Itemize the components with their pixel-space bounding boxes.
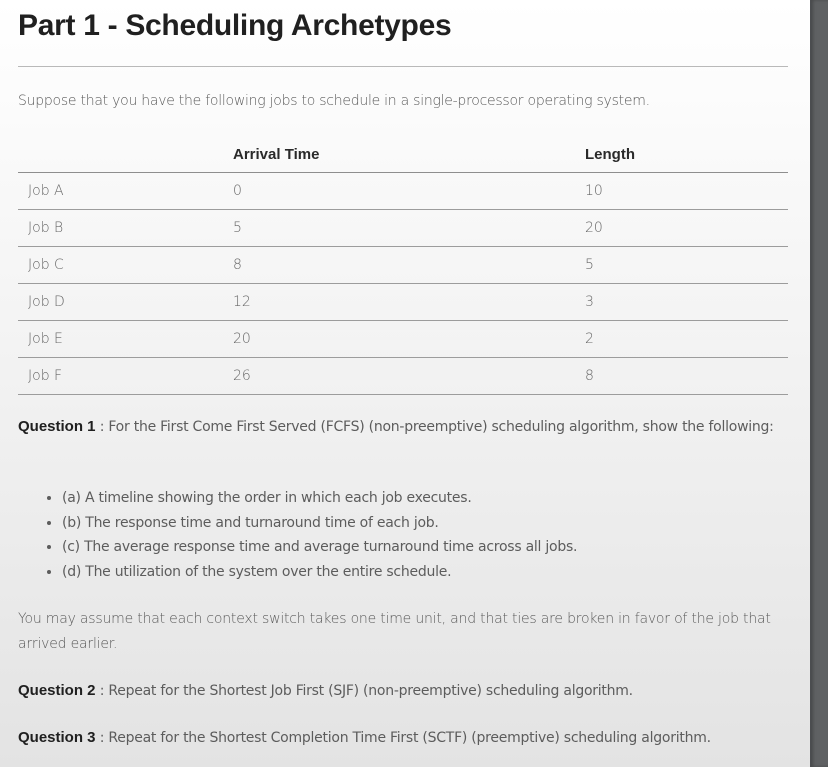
question-3-text: : Repeat for the Shortest Completion Time First (SCTF) (preemptive) scheduling algorithm. <box>95 730 711 746</box>
right-side-panel <box>810 0 828 767</box>
table-row <box>18 321 788 358</box>
assumption-paragraph: You may assume that each context switch takes one time unit, and that ties are broken in favor of the job that arrived earlier. <box>18 611 771 652</box>
job-name: Job B <box>18 210 233 247</box>
question-1-text: : For the First Come First Served (FCFS) (non-preemptive) scheduling algorithm, show the following: <box>95 419 774 435</box>
arrival-time: 12 <box>233 284 585 321</box>
job-name: Job C <box>18 247 233 284</box>
jobs-table <box>18 136 788 395</box>
job-name: Job F <box>18 358 233 395</box>
table-row <box>18 173 788 210</box>
title-divider <box>18 66 788 67</box>
list-item: • (b) The response time and turnaround time of each job. <box>62 511 788 536</box>
table-row <box>18 247 788 284</box>
length: 2 <box>585 321 788 358</box>
arrival-time: 26 <box>233 358 585 395</box>
question-1-list <box>18 486 788 585</box>
question-2-label: Question 2 <box>18 682 96 699</box>
length: 20 <box>585 210 788 247</box>
arrival-time: 20 <box>233 321 585 358</box>
length: 8 <box>585 358 788 395</box>
list-item: • (d) The utilization of the system over the entire schedule. <box>62 560 788 585</box>
intro-paragraph: Suppose that you have the following jobs to schedule in a single-processor operating system. <box>18 93 650 109</box>
list-item: • (a) A timeline showing the order in which each job executes. <box>62 486 788 511</box>
header-job <box>18 136 233 173</box>
table-row <box>18 210 788 247</box>
arrival-time: 0 <box>233 173 585 210</box>
table-row <box>18 284 788 321</box>
question-3-label: Question 3 <box>18 729 96 746</box>
table-header-row <box>18 136 788 173</box>
header-length: Length <box>585 136 788 173</box>
job-name: Job A <box>18 173 233 210</box>
question-1 <box>18 414 788 440</box>
question-1-label: Question 1 <box>18 418 96 435</box>
job-name: Job E <box>18 321 233 358</box>
job-name: Job D <box>18 284 233 321</box>
question-2 <box>18 678 788 704</box>
length: 10 <box>585 173 788 210</box>
page-title: Part 1 - Scheduling Archetypes <box>18 9 452 42</box>
table-row <box>18 358 788 395</box>
arrival-time: 5 <box>233 210 585 247</box>
length: 5 <box>585 247 788 284</box>
question-3 <box>18 725 788 751</box>
arrival-time: 8 <box>233 247 585 284</box>
length: 3 <box>585 284 788 321</box>
question-2-text: : Repeat for the Shortest Job First (SJF) (non-preemptive) scheduling algorithm. <box>95 683 633 699</box>
list-item: • (c) The average response time and average turnaround time across all jobs. <box>62 535 788 560</box>
header-arrival-time: Arrival Time <box>233 136 585 173</box>
